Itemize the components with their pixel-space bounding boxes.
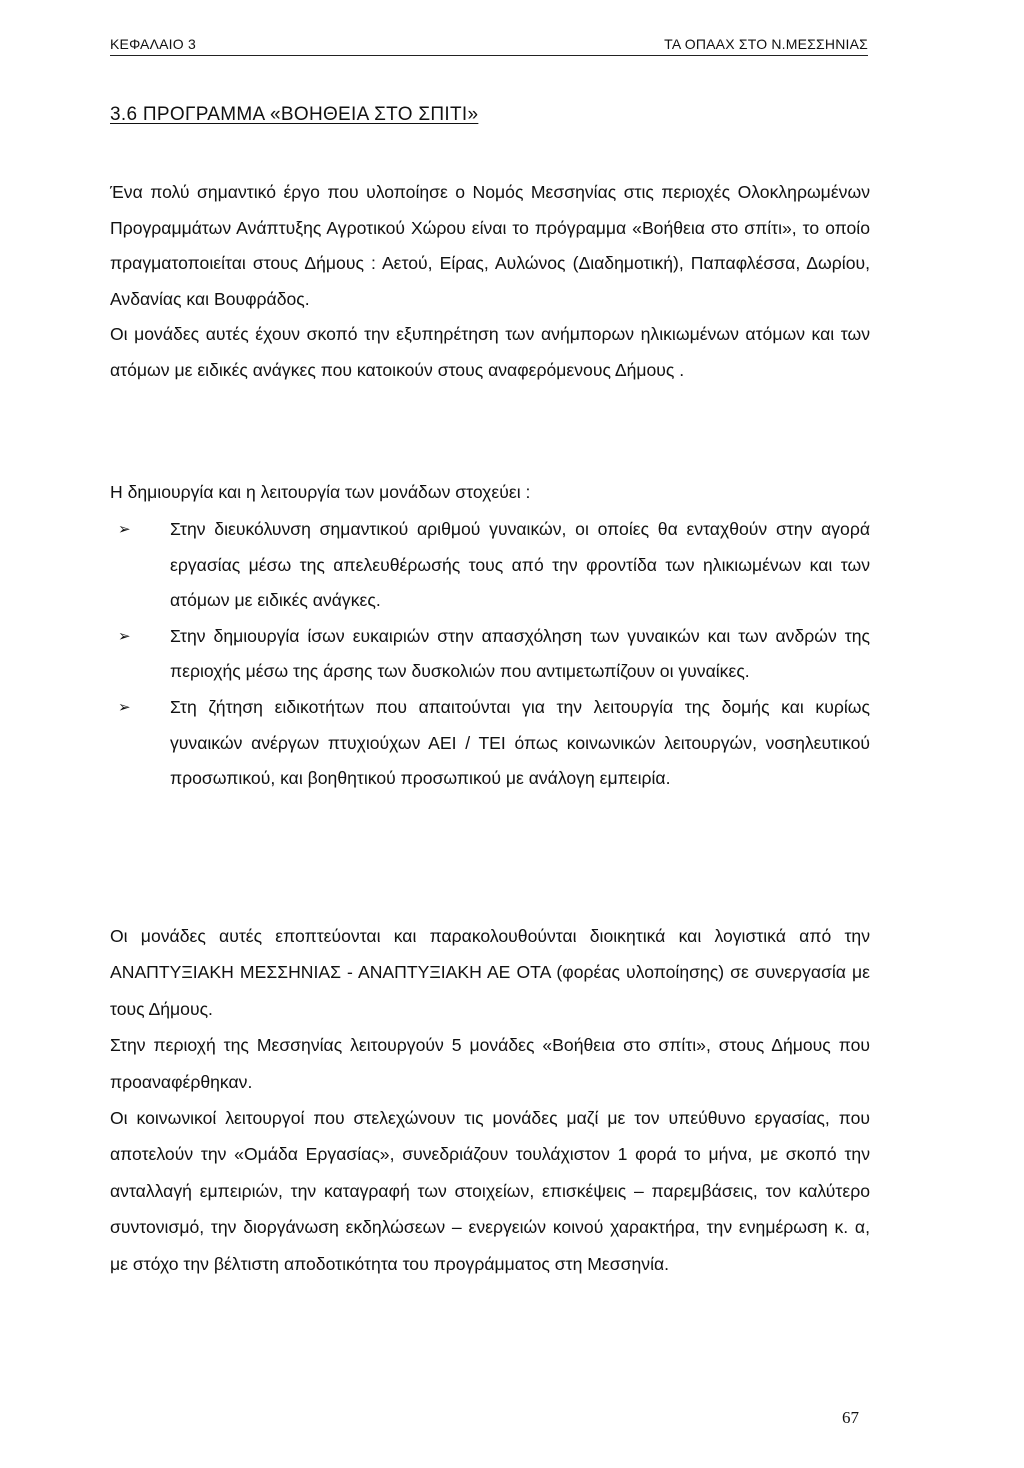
closing-text xyxy=(110,918,870,1282)
arrow-bullet-icon: ➢ xyxy=(118,627,131,645)
running-header xyxy=(110,36,868,56)
paragraph-supervision: Οι μονάδες αυτές εποπτεύονται και παρακολουθούνται διοικητικά και λογιστικά από την ΑΝΑΠΤΥΞΙΑΚΗ ΜΕΣΣΗΝΙΑΣ - ΑΝΑΠΤΥΞΙΑΚΗ ΑΕ ΟΤΑ (φορέας υλοποίησης) σε συνεργασία με τους Δήμους. xyxy=(110,926,870,1019)
list-item xyxy=(110,690,870,797)
arrow-bullet-icon: ➢ xyxy=(118,698,131,716)
list-item-text: Στην δημιουργία ίσων ευκαιριών στην απασχόληση των γυναικών και των ανδρών της περιοχής μέσω της άρσης των δυσκολιών που αντιμετωπίζουν οι γυναίκες. xyxy=(170,625,870,682)
list-item-text: Στην διευκόλυνση σημαντικού αριθμού γυναικών, οι οποίες θα ενταχθούν στην αγορά εργασίας μέσω της απελευθέρωσής τους από την φροντίδα των ηλικιωμένων και των ατόμων με ειδικές ανάγκες. xyxy=(170,519,870,611)
paragraph-purpose: Οι μονάδες αυτές έχουν σκοπό την εξυπηρέτηση των ανήμπορων ηλικιωμένων ατόμων και των ατόμων με ειδικές ανάγκες που κατοικούν στους αναφερόμενους Δήμους . xyxy=(110,324,870,380)
paragraph-units-count: Στην περιοχή της Μεσσηνίας λειτουργούν 5 μονάδες «Βοήθεια στο σπίτι», στους Δήμους που προαναφέρθηκαν. xyxy=(110,1035,870,1092)
header-document-title: ΤΑ ΟΠΑΑΧ ΣΤΟ Ν.ΜΕΣΣΗΝΙΑΣ xyxy=(664,36,868,52)
list-item xyxy=(110,619,870,690)
intro-text xyxy=(110,175,870,389)
paragraph-working-group: Οι κοινωνικοί λειτουργοί που στελεχώνουν τις μονάδες μαζί με τον υπεύθυνο εργασίας, που αποτελούν την «Ομάδα Εργασίας», συνεδριάζουν τουλάχιστον 1 φορά το μήνα, με σκοπό την ανταλλαγή εμπειριών, την καταγραφή των στοιχείων, επισκέψεις – παρεμβάσεις, τον καλύτερο συντονισμό, την διοργάνωση εκδηλώσεων – ενεργειών κοινού χαρακτήρα, την ενημέρωση κ. α, με στόχο την βέλτιστη αποδοτικότητα του προγράμματος στη Μεσσηνία. xyxy=(110,1108,870,1274)
paragraph-intro: Ένα πολύ σημαντικό έργο που υλοποίησε ο Νομός Μεσσηνίας στις περιοχές Ολοκληρωμένων Προγραμμάτων Ανάπτυξης Αγροτικού Χώρου είναι το πρόγραμμα «Βοήθεια στο σπίτι», το οποίο πραγματοποιείται στους Δήμους : Αετού, Είρας, Αυλώνος (Διαδημοτική), Παπαφλέσσα, Δωρίου, Ανδανίας και Βουφράδος. xyxy=(110,182,870,309)
header-chapter: ΚΕΦΑΛΑΙΟ 3 xyxy=(110,36,196,52)
header-divider xyxy=(110,55,868,56)
goals-lead xyxy=(110,475,870,511)
arrow-bullet-icon: ➢ xyxy=(118,521,131,538)
section-title: 3.6 ΠΡΟΓΡΑΜΜΑ «ΒΟΗΘΕΙΑ ΣΤΟ ΣΠΙΤΙ» xyxy=(110,104,479,125)
list-item-text: Στη ζήτηση ειδικοτήτων που απαιτούνται για την λειτουργία της δομής και κυρίως γυναικών ανέργων πτυχιούχων ΑΕΙ / ΤΕΙ όπως κοινωνικών λειτουργών, νοσηλευτικού προσωπικού, και βοηθητικού προσωπικού με ανάλογη εμπειρία. xyxy=(170,696,870,789)
list-item xyxy=(110,512,870,619)
goals-list xyxy=(110,512,870,797)
page-number: 67 xyxy=(842,1408,859,1427)
paragraph-goals-lead: Η δημιουργία και η λειτουργία των μονάδων στοχεύει : xyxy=(110,482,531,502)
